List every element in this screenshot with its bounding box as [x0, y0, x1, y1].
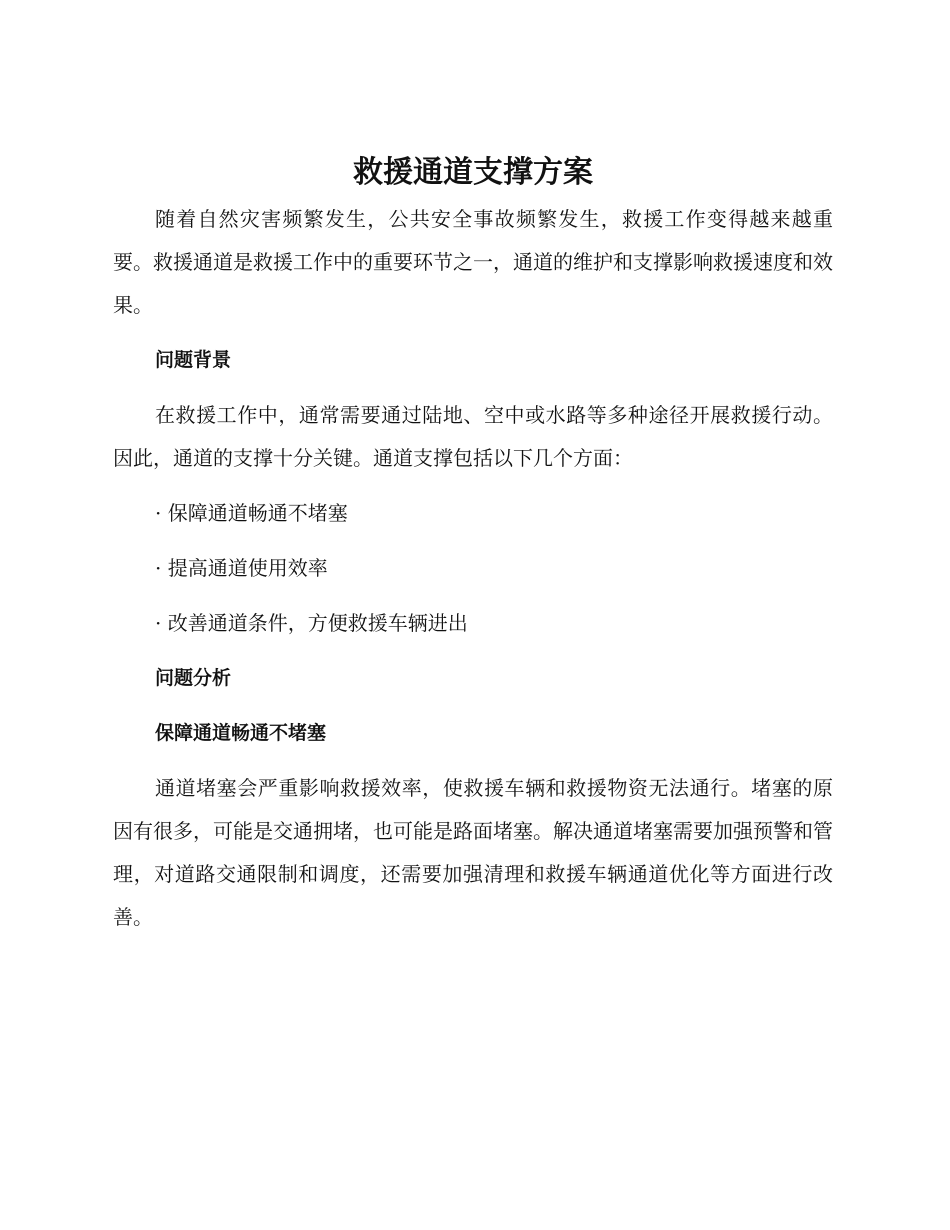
spacer — [113, 755, 833, 767]
subsection-heading: 保障通道畅通不堵塞 — [155, 722, 327, 744]
spacer — [113, 327, 833, 339]
document-title: 救援通道支撑方案 — [353, 155, 593, 190]
spacer — [113, 480, 833, 492]
background-paragraph: 在救援工作中，通常需要通过陆地、空中或水路等多种途径开展救援行动。因此，通道的支撑十分关键。通道支撑包括以下几个方面： — [113, 403, 833, 470]
bullet-item: · 改善通道条件，方便救援车辆进出 — [155, 611, 468, 635]
section-heading-background: 问题背景 — [155, 349, 232, 371]
analysis-paragraph: 通道堵塞会严重影响救援效率，使救援车辆和救援物资无法通行。堵塞的原因有很多，可能是交通拥堵，也可能是路面堵塞。解决通道堵塞需要加强预警和管理，对道路交通限制和调度，还需要加强清理和救援车辆通道优化等方面进行改善。 — [113, 776, 833, 929]
spacer — [113, 645, 833, 657]
bullet-item: · 保障通道畅通不堵塞 — [155, 501, 348, 525]
intro-paragraph: 随着自然灾害频繁发生，公共安全事故频繁发生，救援工作变得越来越重要。救援通道是救援工作中的重要环节之一，通道的维护和支撑影响救援速度和效果。 — [113, 207, 833, 317]
document-page — [113, 148, 833, 939]
bullet-item: · 提高通道使用效率 — [155, 556, 328, 580]
spacer — [113, 590, 833, 602]
spacer — [113, 700, 833, 712]
spacer — [113, 382, 833, 394]
spacer — [113, 535, 833, 547]
section-heading-analysis: 问题分析 — [155, 667, 232, 689]
